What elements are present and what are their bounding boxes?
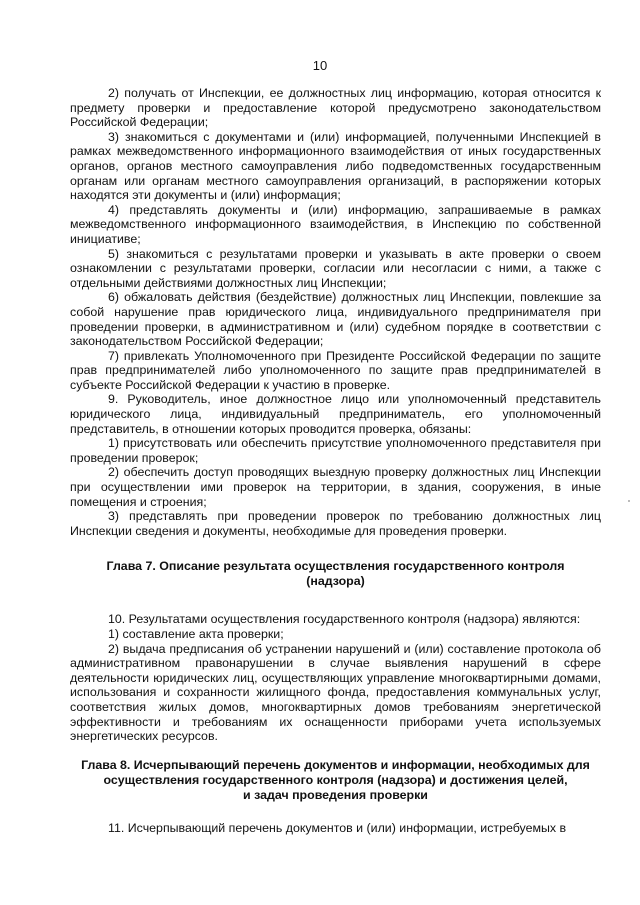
chapter-7-heading xyxy=(70,559,601,589)
paragraph-right-5: 5) знакомиться с результатами проверки и указывать в акте проверки о своем ознакомлении с результатами проверки, согласии или несогласии с ними, а также с отдельными действиями должностных лиц Инспекции; xyxy=(70,246,601,290)
chapter-7-heading-line-2: (надзора) xyxy=(306,574,365,589)
chapter-8-heading-line-2: осуществления государственного контроля (надзора) и достижения целей, xyxy=(103,772,568,787)
chapter-8-heading-line-3: и задач проведения проверки xyxy=(243,787,428,802)
paragraph-result-2: 2) выдача предписания об устранении нарушений и (или) составление протокола об административном правонарушении в случае выявления нарушений в сфере деятельности юридических лиц, осуществляющих управление многоквартирными домами, использования и сохранности жилищного фонда, предоставления коммунальных услуг, соответствия жилых домов, многоквартирных домов требованиям энергетической эффективности и требованиям их оснащенности приборами учета используемых энергетических ресурсов. xyxy=(70,641,601,744)
chapter-7-heading-line-1: Глава 7. Описание результата осуществления государственного контроля xyxy=(106,559,565,574)
paragraph-right-6: 6) обжаловать действия (бездействие) должностных лиц Инспекции, повлекшие за собой нарушение прав юридического лица, индивидуального предпринимателя при проведении проверки, в административном и (или) судебном порядке в соответствии с законодательством Российской Федерации; xyxy=(70,290,601,349)
document-body xyxy=(70,86,601,835)
paragraph-result-1: 1) составление акта проверки; xyxy=(108,627,284,641)
paragraph-right-3: 3) знакомиться с документами и (или) информацией, полученными Инспекцией в рамках межведомственного информационного взаимодействия от иных государственных органов, органов местного самоуправления либо подведомственных государственным органам или органам местного самоуправления организаций, в распоряжении которых находятся эти документы и (или) информация; xyxy=(70,129,601,203)
chapter-8-heading xyxy=(70,758,601,803)
paragraph-duty-1: 1) присутствовать или обеспечить присутствие уполномоченного представителя при проведении проверок; xyxy=(70,436,601,465)
paragraph-right-7: 7) привлекать Уполномоченного при Президенте Российской Федерации по защите прав предпринимателей либо уполномоченного по защите прав предпринимателей в субъекте Российской Федерации к участию в проверке. xyxy=(70,348,601,392)
paragraph-duty-3: 3) представлять при проведении проверок по требованию должностных лиц Инспекции сведения и документы, необходимые для проведения проверки. xyxy=(70,509,601,538)
paragraph-duty-2: 2) обеспечить доступ проводящих выездную проверку должностных лиц Инспекции при осуществлении ими проверок на территории, в здания, сооружения, в иные помещения и строения; xyxy=(70,465,601,509)
paragraph-clause-11: 11. Исчерпывающий перечень документов и (или) информации, истребуемых в xyxy=(108,820,567,835)
scan-speck xyxy=(628,500,630,502)
paragraph-clause-9: 9. Руководитель, иное должностное лицо или уполномоченный представитель юридического лица, индивидуальный предприниматель, его уполномоченный представитель, в отношении которых проводится проверка, обязаны: xyxy=(70,392,601,436)
paragraph-right-4: 4) представлять документы и (или) информацию, запрашиваемые в рамках межведомственного информационного взаимодействия, в Инспекцию по собственной инициативе; xyxy=(70,202,601,246)
paragraph-clause-10: 10. Результатами осуществления государственного контроля (надзора) являются: xyxy=(108,612,581,627)
paragraph-right-2: 2) получать от Инспекции, ее должностных лиц информацию, которая относится к предмету проверки и предоставление которой предусмотрено законодательством Российской Федерации; xyxy=(70,86,601,130)
chapter-8-heading-line-1: Глава 8. Исчерпывающий перечень документов и информации, необходимых для xyxy=(81,757,590,772)
page-number: 10 xyxy=(312,58,328,73)
